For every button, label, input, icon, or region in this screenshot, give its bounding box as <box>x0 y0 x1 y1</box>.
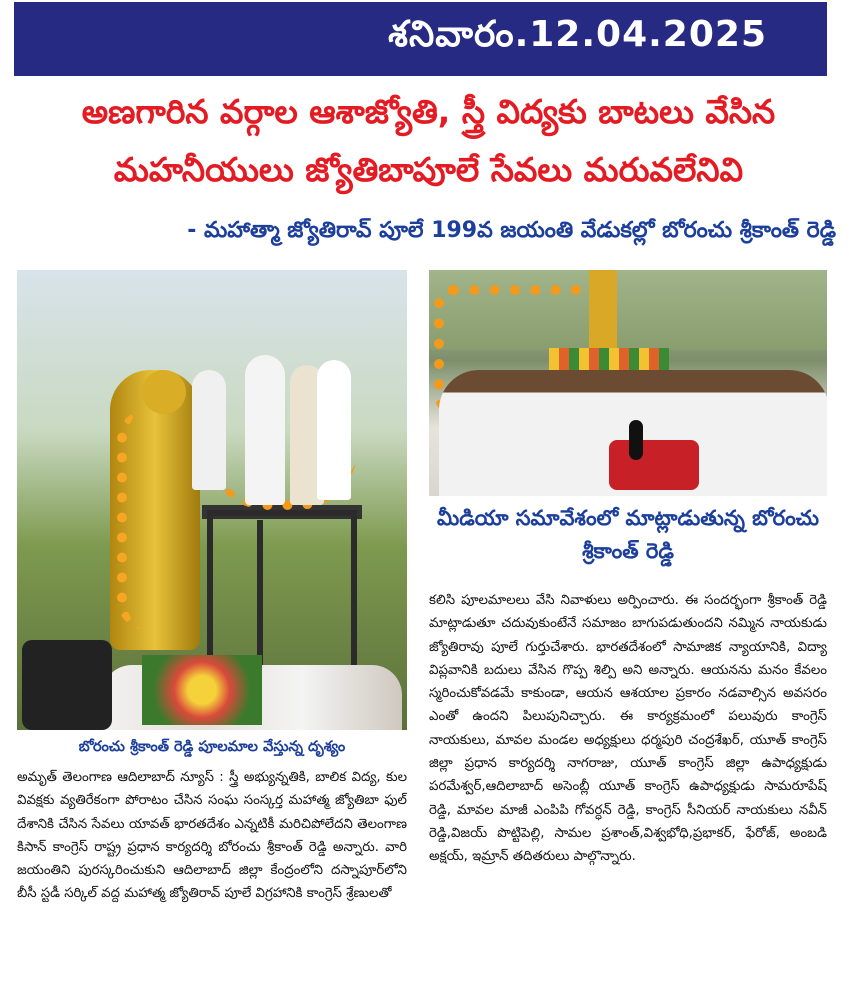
garland-decoration <box>117 410 197 630</box>
flower-bouquet <box>142 655 262 725</box>
date-banner <box>14 2 827 76</box>
statue-garlanding-photo <box>17 270 407 730</box>
statue-head <box>142 370 186 414</box>
person <box>245 355 285 505</box>
headline-line-2: మహనీయులు జ్యోతిబాపూలే సేవలు మరువలేనివి <box>113 150 744 189</box>
right-photo-caption: మీడియా సమావేశంలో మాట్లాడుతున్న బోరంచు శ్రీకాంత్ రెడ్డి <box>436 506 820 563</box>
statue-pillar <box>589 270 617 360</box>
date-text: శనివారం.12.04.2025 <box>388 14 767 55</box>
person <box>192 370 226 490</box>
media-meet-photo <box>429 270 827 496</box>
left-photo-caption: బోరంచు శ్రీకాంత్ రెడ్డి పూలమాల వేస్తున్న దృశ్యం <box>78 739 346 755</box>
subheadline: - మహాత్మా జ్యోతిరావ్ పూలే 199వ జయంతి వేడుకల్లో బోరంచు శ్రీకాంత్ రెడ్డి <box>187 218 836 243</box>
camera <box>22 640 112 730</box>
article-column-left: అమృత్ తెలంగాణ ఆదిలాబాద్ న్యూస్ : స్త్రీ అభ్యున్నతికి, బాలిక విద్య, కుల వివక్షకు వ్యతిరేకంగా పోరాటం చేసిన సంఘ సంస్కర్త మహాత్మ జ్యోతిబా ఫుల్ దేశానికి చేసిన సేవలు యావత్ భారతదేశం ఎన్నటికీ మరిచిపోలేదని తెలంగాణ కిసాన్ కాంగ్రెస్ రాష్ట్ర ప్రధాన కార్యదర్శి బోరంచు శ్రీకాంత్ రెడ్డి అన్నారు. వారి జయంతిని పురస్కరించుకుని ఆదిలాబాద్ జిల్లా కేంద్రంలోని దస్నాపూర్‌లోని బీసీ స్టడీ సర్కిల్ వద్ద మహాత్మ జ్యోతిరావ్ పూలే విగ్రహానికి కాంగ్రెస్ శ్రేణులతో <box>17 770 407 902</box>
article-column-right: కలిసి పూలమాలలు వేసి నివాళులు అర్పించారు. ఈ సందర్భంగా శ్రీకాంత్ రెడ్డి మాట్లాడుతూ చదువుకుంటేనే సమాజం బాగుపడుతుందని నమ్మిన నాయకుడు జ్యోతిరావు పూలే గుర్తుచేశారు. భారతదేశంలో సామాజిక న్యాయానికి, విద్యా విప్లవానికి బదులు వేసిన గొప్ప శిల్పి అని అన్నారు. ఆయనను మనం కేవలం స్మరించుకోవడమే కాకుండా, ఆయన ఆశయాల ప్రకారం నడవాల్సిన అవసరం ఎంతో ఉందని పిలుపునిచ్చారు. ఈ కార్యక్రమంలో పలువురు కాంగ్రెస్ నాయకులు, మావల మండల అధ్యక్షులు ధర్మపురి చంద్రశేఖర్, యూత్ కాంగ్రెస్ జిల్లా ప్రధాన కార్యదర్శి నాగరాజు, యూత్ కాంగ్రెస్ జిల్లా ఉపాధ్యక్షుడు పరమేశ్వర్,ఆదిలాబాద్ అసెంబ్లీ యూత్ కాంగ్రెస్ ఉపాధ్యక్షుడు సామరూపేష్ రెడ్డి, మావల మాజీ ఎంపిపి గోవర్ధన్ రెడ్డి, కాంగ్రెస్ సీనియర్ నాయకులు నవీన్ రెడ్డి,విజయ్ పొట్టిపెల్లి, సామల ప్రశాంత్,విశ్వభోధి,ప్రభాకర్, ఫేరోజ్, అంబడి అక్షయ్, ఇమ్రాన్ తదితరులు పాల్గొన్నారు. <box>429 593 827 865</box>
person <box>317 360 351 500</box>
microphone <box>629 420 643 460</box>
headline-line-1: అణగారిన వర్గాల ఆశాజ్యోతి, స్త్రీ విద్యకు బాటలు వేసిన <box>81 92 776 131</box>
microphones <box>609 440 699 490</box>
